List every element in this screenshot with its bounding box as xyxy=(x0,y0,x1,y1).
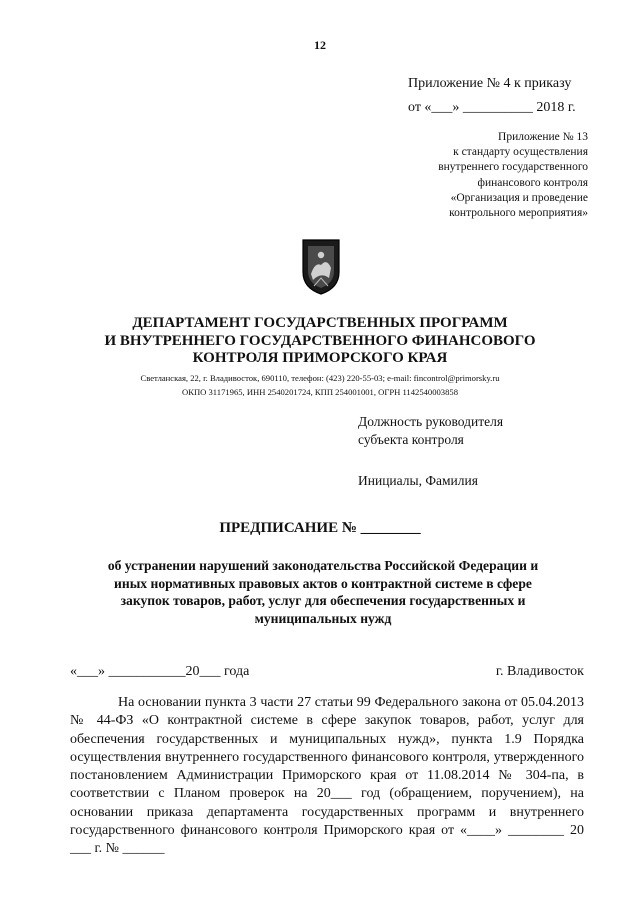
document-subject xyxy=(78,557,568,627)
subject-line: муниципальных нужд xyxy=(254,610,392,626)
addressee-block xyxy=(358,413,503,449)
contacts-codes: ОКПО 31171965, ИНН 2540201724, КПП 254001001, ОГРН 1142540003858 xyxy=(182,387,458,397)
subject-line: закупок товаров, работ, услуг для обеспечения государственных и xyxy=(120,593,526,608)
page-number: 12 xyxy=(314,38,326,52)
appendix-13-line: внутреннего государственного xyxy=(438,161,588,174)
date-place-line xyxy=(70,664,584,680)
addressee-subject: субъекта контроля xyxy=(358,432,464,447)
department-name xyxy=(0,315,640,368)
body-text xyxy=(70,694,584,859)
subject-line: об устранении нарушений законодательства Российской Федерации и xyxy=(107,558,539,573)
department-contacts xyxy=(0,371,640,399)
addressee-position: Должность руководителя xyxy=(358,414,504,429)
appendix-13-header xyxy=(348,130,588,221)
document-date: «___» ___________20___ года xyxy=(70,664,250,679)
subject-line: иных нормативных правовых актов о контрактной системе в сфере xyxy=(114,575,532,591)
department-line: КОНТРОЛЯ ПРИМОРСКОГО КРАЯ xyxy=(192,350,448,366)
appendix-13-line: Приложение № 13 xyxy=(498,131,588,143)
appendix-4-header xyxy=(408,72,576,120)
document-city: г. Владивосток xyxy=(495,664,584,679)
appendix-13-line: к стандарту осуществления xyxy=(453,146,588,159)
document-title: ПРЕДПИСАНИЕ № ________ xyxy=(219,520,421,536)
coat-of-arms-icon xyxy=(299,238,343,296)
appendix-4-line2: от «___» __________ 2018 г. xyxy=(408,100,576,115)
body-paragraph: На основании пункта 3 части 27 статьи 99 Федерального закона от 05.04.2013 № 44-ФЗ «О контрактной системе в сфере закупок товаров, работ, услуг для обеспечения государственных и муниципальных нужд», пункта 1.9 Порядка осуществления внутреннего государственного финансового контроля, утвержденного постановлением Администрации Приморского края от 11.08.2014 № 304-па, в соответствии с Планом проверок на 20___ год (обращением, поручением), на основании приказа департамента государственных программ и внутреннего государственного финансового контроля Приморского края от «____» ________ 20 ___ г. № ______ xyxy=(70,695,584,857)
appendix-13-line: «Организация и проведение xyxy=(450,191,588,204)
appendix-13-line: контрольного мероприятия» xyxy=(449,207,588,220)
appendix-13-line: финансового контроля xyxy=(477,176,588,189)
department-line: ДЕПАРТАМЕНТ ГОСУДАРСТВЕННЫХ ПРОГРАММ xyxy=(132,315,508,331)
contacts-address: Светланская, 22, г. Владивосток, 690110, телефон: (423) 220-55-03; e-mail: fincontrol@primorsky.ru xyxy=(140,373,500,383)
department-line: И ВНУТРЕННЕГО ГОСУДАРСТВЕННОГО ФИНАНСОВОГО xyxy=(104,332,536,349)
appendix-4-line1: Приложение № 4 к приказу xyxy=(408,76,572,91)
addressee-initials: Инициалы, Фамилия xyxy=(358,473,478,488)
